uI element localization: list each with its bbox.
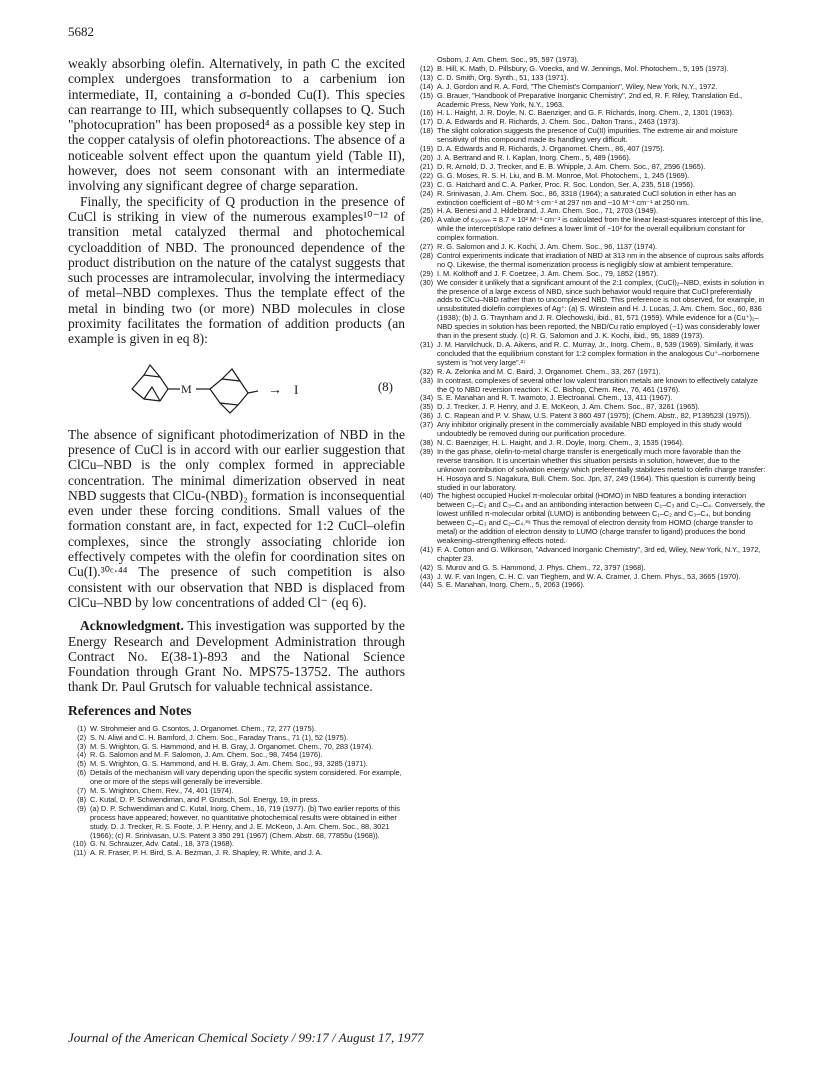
reference-number: (18)	[420, 126, 433, 136]
reference-item	[415, 492, 767, 545]
equation-number: (8)	[377, 378, 393, 394]
metal-label: M	[181, 381, 192, 396]
reference-number: (31)	[420, 340, 433, 349]
reference-number: (27)	[420, 242, 433, 252]
reference-text: S. E. Manahan, Inorg. Chem., 5, 2063 (1966).	[437, 580, 585, 590]
reference-number: (11)	[73, 848, 86, 858]
body-paragraph: The absence of significant photodimerization of NBD in the presence of CuCl is in accord with our earlier suggestion that ClCu–NBD is the only complex formed in appreciable concentration. The minimal dimerization observed in neat NBD suggests that ClCu-(NBD)₂ formation is inconsequential even under these forcing conditions. Small values of the formation constant are, in fact, expected for 1:2 CuCl–olefin complexes, since the strongly associating chloride ion effectively competes with the olefin for coordination sites on Cu(I).³⁰ᶜ·⁴⁴ The presence of such competition is also consistent with our observation that NBD is displaced from ClCu–NBD by low concentrations of added Cl⁻ (eq 6).	[68, 426, 405, 610]
reference-number: (19)	[420, 144, 433, 154]
reference-text: F. A. Cotton and G. Wilkinson, "Advanced Inorganic Chemistry", 3rd ed, Wiley, New York, N.Y., 1972, chapter 23.	[437, 544, 761, 563]
reference-number: (14)	[420, 81, 433, 91]
reference-text: B. Hill, K. Math, D. Pillsbury, G. Voecks, and W. Jennings, Mol. Photochem., 5, 195 (1973).	[437, 63, 729, 73]
page-number: 5682	[68, 24, 94, 39]
reference-text: D. R. Arnold, D. J. Trecker, and E. B. Whipple, J. Am. Chem. Soc., 87, 2596 (1965).	[437, 161, 706, 171]
reference-text: We consider it unlikely that a significant amount of the 2:1 complex, (CuCl)₂–NBD, exists in solution in the presence of a large excess of NBD, since such behavior would require that CuCl preferentially adds to ClCu–NBD rather than to uncomplexed NBD. This preference is not observed, for example, in unsubstituted diolefin complexes of Ag⁺: (a) S. Winstein and H. J. Lucas, J. Am. Chem. Soc., 60, 836 (1938); (b) J. G. Traynham and J. R. Olechowski, ibid., 81, 571 (1959). While evidence for a (Cu⁺)₂–NBD species in solution has been reported, the NBD/Cu ratio employed (~1) was considerably lower than in the present study. (c) R. G. Salomon and J. K. Kochi, ibid., 95, 1889 (1973).	[437, 277, 765, 341]
reference-item	[415, 216, 767, 243]
reference-number: (29)	[420, 268, 433, 278]
reference-item	[415, 252, 767, 270]
reference-number: (15)	[420, 90, 433, 100]
reference-text: C. Kutal, D. P. Schwendiman, and P. Grutsch, Sol. Energy, 19, in press.	[90, 794, 320, 804]
reference-text: C. D. Smith, Org. Synth., 51, 133 (1971).	[437, 72, 569, 82]
reference-text: Osborn, J. Am. Chem. Soc., 95, 597 (1973).	[437, 55, 579, 64]
reference-text: Details of the mechanism will vary depending upon the specific system considered. For example, one or more of the steps will generally be irreversible.	[90, 768, 402, 787]
nbd-dimer-structure-icon	[128, 357, 348, 419]
acknowledgment	[68, 618, 405, 694]
references-list-left	[68, 725, 405, 859]
reference-text: R. G. Salomon and J. K. Kochi, J. Am. Chem. Soc., 96, 1137 (1974).	[437, 242, 658, 252]
reference-item	[68, 805, 405, 841]
reference-item	[415, 581, 767, 590]
reference-number: (12)	[420, 63, 433, 73]
reference-text: G. Brauer, "Handbook of Preparative Inorganic Chemistry", 2nd ed, R. F. Riley, Translation Ed., Academic Press, New York, N.Y., 1963.	[437, 90, 743, 109]
journal-footer: Journal of the American Chemical Society / 99:17 / August 17, 1977	[68, 1030, 424, 1045]
references-heading: References and Notes	[68, 702, 192, 718]
reference-text: J. A. Bertrand and R. I. Kaplan, Inorg. Chem., 5, 489 (1966).	[437, 152, 631, 162]
reference-item	[415, 546, 767, 564]
reference-text: S. N. Aliwi and C. H. Bamford, J. Chem. Soc., Faraday Trans., 71 (1), 52 (1975).	[90, 732, 349, 742]
reference-text: R. G. Salomon and M. F. Salomon, J. Am. Chem. Soc., 98, 7454 (1976).	[90, 750, 323, 760]
reference-number: (40)	[420, 491, 433, 501]
reference-text: A value of ε₃₀₀ₙₘ = 8.7 × 10² M⁻¹ cm⁻¹ is calculated from the linear least-squares intercept of this line, while the intercept/slope ratio defines a lower limit of ~10² for the overall equilibrium constant for complex formation.	[437, 215, 764, 243]
reference-number: (10)	[73, 839, 86, 849]
reference-item	[68, 849, 405, 858]
reference-text: D. A. Edwards and R. Richards, J. Chem. Soc., Dalton Trans., 2463 (1973).	[437, 117, 680, 127]
reference-number: (39)	[420, 446, 433, 456]
reference-number: (37)	[420, 420, 433, 430]
reference-number: (42)	[420, 562, 433, 572]
reference-text: J. W. F. van Ingen, C. H. C. van Tieghem, and W. A. Cramer, J. Chem. Phys., 53, 3665 (1970).	[437, 571, 741, 581]
reference-item	[415, 127, 767, 145]
reference-number: (6)	[77, 768, 86, 778]
reference-item	[415, 377, 767, 395]
reference-number: (38)	[420, 437, 433, 447]
reference-text: S. Murov and G. S. Hammond, J. Phys. Chem., 72, 3797 (1968).	[437, 562, 646, 572]
reference-number: (17)	[420, 117, 433, 127]
reference-number: (32)	[420, 366, 433, 376]
reference-text: In contrast, complexes of several other low valent transition metals are known to effectively catalyze the Q to NBD reversion reaction: K. C. Bishop, Chem. Rev., 76, 461 (1976).	[437, 375, 758, 394]
reference-item	[415, 190, 767, 208]
reference-text: H. L. Haight, J. R. Doyle, N. C. Baenziger, and G. F. Richards, Inorg. Chem., 2, 1301 (1963).	[437, 108, 734, 118]
reference-text: Any inhibitor originally present in the commercially available NBD employed in this study would undoubtedly be removed during our purification procedure.	[437, 420, 742, 439]
reference-number: (36)	[420, 411, 433, 421]
reference-number: (7)	[77, 786, 86, 796]
reference-number: (43)	[420, 571, 433, 581]
reference-number: (28)	[420, 250, 433, 260]
reference-number: (24)	[420, 188, 433, 198]
reference-item	[415, 279, 767, 341]
product-label: I	[294, 381, 299, 397]
reference-number: (5)	[77, 759, 86, 769]
body-paragraph: weakly absorbing olefin. Alternatively, in path C the excited complex undergoes transformation to a carbenium ion intermediate, II, containing a σ-bonded Cu(I). This species can rearrange to III, which subsequently collapses to Q. Such "photocupration" has been proposed⁴ as a possible key step in the copper catalysis of olefin photoreactions. The absence of a noticeable solvent effect upon the quantum yield (Table II), however, does not seem consonant with an intermediate involving any significant degree of charge separation.	[68, 56, 405, 194]
reference-number: (9)	[77, 803, 86, 813]
reference-number: (2)	[77, 732, 86, 742]
reference-number: (4)	[77, 750, 86, 760]
reference-text: In the gas phase, olefin-to-metal charge transfer is energetically much more favorable than the reverse transition. It is uncertain whether this situation persists in solution, however, due to the unknown contribution of solvation energy which preferentially stabilizes metal to olefin charge transfer: H. Hosoya and S. Nagakura, Bull. Chem. Soc. Jpn, 37, 249 (1964). This question is currently being studied in our laboratory.	[437, 446, 766, 492]
reference-item	[415, 448, 767, 493]
reference-number: (25)	[420, 206, 433, 216]
reference-text: J. C. Rapean and P. V. Shaw, U.S. Patent 3 860 497 (1975); (Chem. Abstr., 82, P139523l (1975)).	[437, 411, 752, 421]
reference-text: R. A. Zelonka and M. C. Baird, J. Organomet. Chem., 33, 267 (1971).	[437, 366, 661, 376]
body-paragraph: Finally, the specificity of Q production in the presence of CuCl is striking in view of the numerous examples¹⁰⁻¹² of transition metal catalyzed thermal and photochemical cycloaddition of NBD. The pronounced dependence of the product distribution on the nature of the catalyst suggests that such processes are intramolecular, involving the intermediacy of metal–NBD complexes. Thus the template effect of the metal in binding two (or more) NBD molecules in close proximity facilitates the formation of addition products (an example is given in eq 8):	[68, 193, 405, 347]
reference-number: (34)	[420, 393, 433, 403]
reference-item	[415, 341, 767, 368]
reference-number: (8)	[77, 794, 86, 804]
reference-text: D. J. Trecker, J. P. Henry, and J. E. McKeon, J. Am. Chem. Soc., 87, 3261 (1965).	[437, 402, 700, 412]
reference-number: (41)	[420, 544, 433, 554]
reference-number: (22)	[420, 170, 433, 180]
reference-text: The slight coloration suggests the presence of Cu(II) impurities. The extreme air and moisture sensitivity of this compound made its handling very difficult.	[437, 126, 738, 145]
reference-number: (20)	[420, 152, 433, 162]
reference-text: N. C. Baenziger, H. L. Haight, and J. R. Doyle, Inorg. Chem., 3, 1535 (1964).	[437, 437, 684, 447]
reference-number: (16)	[420, 108, 433, 118]
reference-text: (a) D. P. Schwendiman and C. Kutal, Inorg. Chem., 16, 719 (1977). (b) Two earlier reports of this process have appeared; however, no quantitative photochemical results were obtained in either study. D. J. Trecker, R. S. Foote, J. P. Henry, and J. E. McKeon, J. Am. Chem. Soc., 88, 3021 (1966); (c) R. Srinivasan, U.S. Patent 3 350 291 (1967) (Chem. Abstr. 68, 77855u (1968)).	[90, 803, 400, 840]
reference-number: (23)	[420, 179, 433, 189]
reference-text: The highest occupied Huckel π-molecular orbital (HOMO) in NBD features a bonding interaction between C₁–C₂ and C₃–C₄ and an antibonding interaction between C₁–C₃ and C₂–C₄. Conversely, the lowest unfilled π-molecular orbital (LUMO) is antibonding between C₁–C₂ and C₃–C₄, but bonding between C₁–C₃ and C₂–C₄.³⁹ Thus the removal of electron density from HOMO (charge transfer to metal) or the addition of electron density to LUMO (charge transfer to ligand) produces the bond weakening–strengthening effects noted.	[437, 491, 766, 545]
reference-number: (33)	[420, 375, 433, 385]
reference-number: (13)	[420, 72, 433, 82]
acknowledgment-text: This investigation was supported by the Energy Research and Development Administration through Contract No. E(38-1)-893 and the National Science Foundation through Grant No. MPS75-13752. The authors thank Dr. Paul Grutsch for valuable technical assistance.	[68, 618, 405, 695]
reference-number: (26)	[420, 215, 433, 225]
reference-text: C. G. Hatchard and C. A. Parker, Proc. R. Soc. London, Ser. A, 235, 518 (1956).	[437, 179, 695, 189]
reference-text: A. J. Gordon and R. A. Ford, "The Chemist's Companion", Wiley, New York, N.Y., 1972.	[437, 81, 718, 91]
reference-text: I. M. Kolthoff and J. F. Coetzee, J. Am. Chem. Soc., 79, 1852 (1957).	[437, 268, 659, 278]
acknowledgment-heading: Acknowledgment.	[80, 618, 184, 634]
reference-text: G. N. Schrauzer, Adv. Catal., 18, 373 (1968).	[90, 839, 234, 849]
reference-text: H. A. Benesi and J. Hildebrand, J. Am. Chem. Soc., 71, 2703 (1949).	[437, 206, 658, 216]
reference-number: (35)	[420, 402, 433, 412]
reference-number: (3)	[77, 741, 86, 751]
reference-text: G. G. Moses, R. S. H. Liu, and B. M. Monroe, Mol. Photochem., 1, 245 (1969).	[437, 170, 690, 180]
reference-number: (1)	[77, 723, 86, 733]
reference-text: J. M. Harvilchuck, D. A. Aikens, and R. C. Murray, Jr., Inorg. Chem., 8, 539 (1969). Similarly, it was concluded that the equilibrium constant for 1:2 complex formation in the analogous Cu⁺–norbornene system is "not very large".²⁷	[437, 340, 760, 367]
reference-text: W. Strohmeier and G. Csontos, J. Organomet. Chem., 72, 277 (1975).	[90, 723, 316, 733]
reference-text: R. Srinivasan, J. Am. Chem. Soc., 86, 3318 (1964); a saturated CuCl solution in ether has an extinction coefficient of ~80 M⁻¹ cm⁻¹ at 297 nm and ~10 M⁻¹ cm⁻¹ at 250 nm.	[437, 188, 736, 207]
reference-text: A. R. Fraser, P. H. Bird, S. A. Bezman, J. R. Shapley, R. White, and J. A.	[90, 848, 323, 858]
reference-item	[415, 421, 767, 439]
reference-number: (30)	[420, 277, 433, 287]
references-list-right	[415, 56, 767, 590]
left-column	[68, 56, 405, 858]
reference-item	[68, 769, 405, 787]
reference-number: (44)	[420, 580, 433, 590]
reference-text: Control experiments indicate that irradiation of NBD at 313 nm in the absence of cuprous salts affords no Q. Likewise, the thermal isomerization process is negligibly slow at ambient temperature.	[437, 250, 764, 269]
reference-text: D. A. Edwards and R. Richards, J. Organomet. Chem., 86, 407 (1975).	[437, 144, 665, 154]
reference-text: S. E. Manahan and R. T. Iwamoto, J. Electroanal. Chem., 13, 411 (1967).	[437, 393, 673, 403]
reference-text: M. S. Wrighton, G. S. Hammond, and H. B. Gray, J. Am. Chem. Soc., 93, 3285 (1971).	[90, 759, 368, 769]
reaction-arrow: →	[268, 382, 282, 398]
reference-text: M. S. Wrighton, G. S. Hammond, and H. B. Gray, J. Organomet. Chem., 70, 283 (1974).	[90, 741, 374, 751]
reference-text: M. S. Wrighton, Chem. Rev., 74, 401 (1974).	[90, 786, 234, 796]
reaction-scheme	[68, 357, 405, 419]
reference-item	[415, 92, 767, 110]
reference-number: (21)	[420, 161, 433, 171]
